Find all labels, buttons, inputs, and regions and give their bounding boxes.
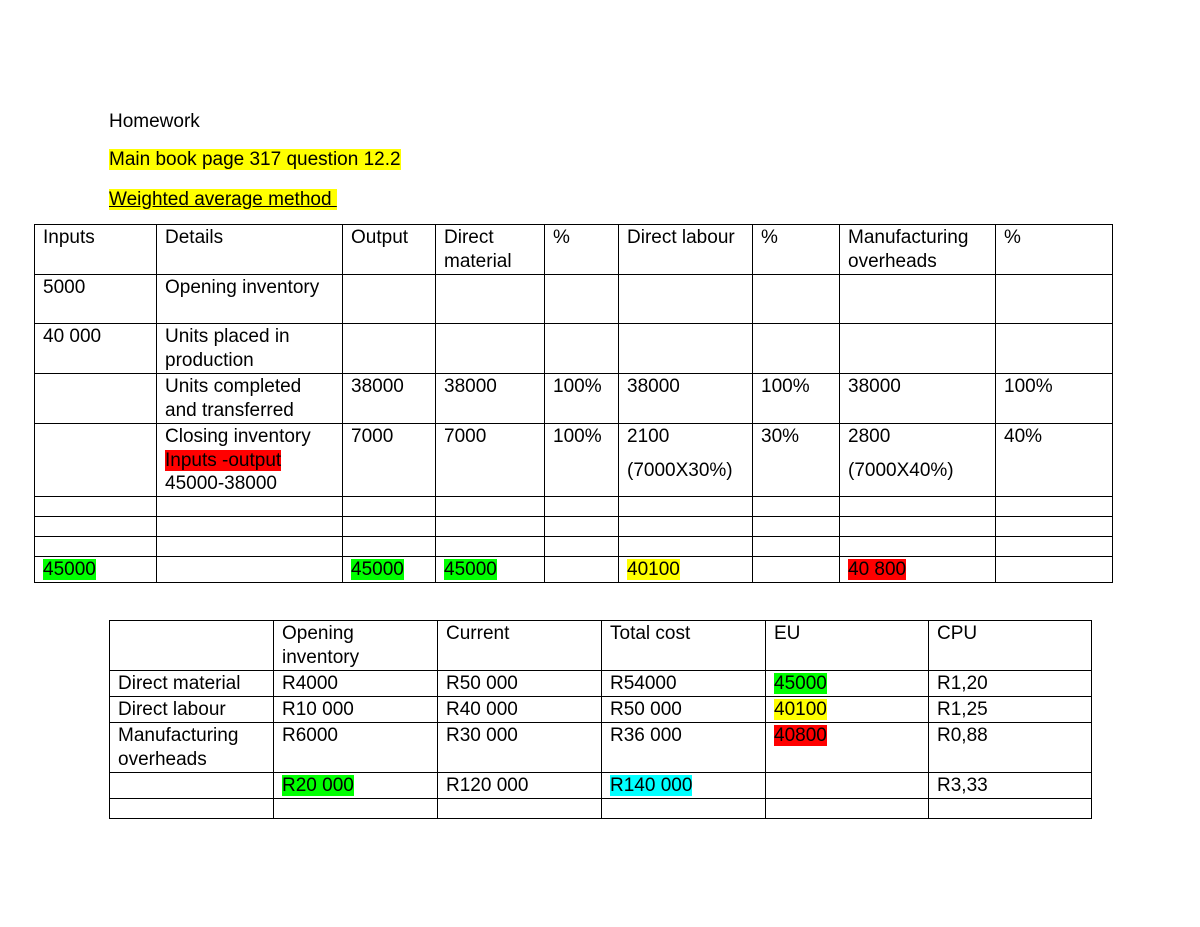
closing-inventory-label: Closing inventory <box>165 426 311 447</box>
book-reference: Main book page 317 question 12.2 <box>109 149 401 170</box>
table-header-row <box>35 225 1113 275</box>
cell-output <box>343 275 436 324</box>
total-cpu: R3,33 <box>929 773 1092 799</box>
table-row <box>35 275 1113 324</box>
col-header: Inputs <box>35 225 157 275</box>
cost-per-unit-table <box>109 620 1092 819</box>
cell-dm-pct <box>545 324 619 374</box>
cell-total: R36 000 <box>602 723 766 773</box>
moh-value: 2800 <box>848 426 891 447</box>
cell-current: R40 000 <box>438 697 602 723</box>
cell-dm-pct: 100% <box>545 374 619 424</box>
moh-calc: (7000X40%) <box>848 460 954 481</box>
cell-total: R54000 <box>602 671 766 697</box>
cell-dl-pct: 30% <box>753 424 840 497</box>
table-row <box>110 697 1092 723</box>
cell-dl <box>619 275 753 324</box>
cell-inputs <box>35 424 157 497</box>
empty-row <box>35 497 1113 517</box>
col-header: Direct material <box>436 225 545 275</box>
cell-inputs <box>35 374 157 424</box>
col-header: % <box>753 225 840 275</box>
cell-current: R50 000 <box>438 671 602 697</box>
cell-moh-pct <box>996 324 1113 374</box>
cell-dl-pct <box>753 324 840 374</box>
dl-value: 2100 <box>627 426 670 447</box>
empty-row <box>35 537 1113 557</box>
cell-dl-pct: 100% <box>753 374 840 424</box>
cell-moh-pct <box>996 275 1113 324</box>
table-row <box>110 671 1092 697</box>
cell-cpu: R1,20 <box>929 671 1092 697</box>
cell-moh <box>840 275 996 324</box>
cell-dl: 38000 <box>619 374 753 424</box>
row-label: Direct material <box>110 671 274 697</box>
equivalent-units-table <box>34 224 1113 583</box>
cell-dm <box>436 324 545 374</box>
total-output: 45000 <box>343 557 436 583</box>
cell-moh-pct: 40% <box>996 424 1113 497</box>
cell-eu: 40100 <box>766 697 929 723</box>
cell-dl-pct <box>753 275 840 324</box>
table-header-row <box>110 621 1092 671</box>
total-opening: R20 000 <box>274 773 438 799</box>
cell-output <box>343 324 436 374</box>
col-header: % <box>996 225 1113 275</box>
page-title: Homework <box>109 111 200 132</box>
cell-opening: R10 000 <box>274 697 438 723</box>
total-inputs: 45000 <box>35 557 157 583</box>
total-moh: 40 800 <box>840 557 996 583</box>
cell-opening: R4000 <box>274 671 438 697</box>
dl-calc: (7000X30%) <box>627 460 733 481</box>
col-header: % <box>545 225 619 275</box>
cell-dm: 7000 <box>436 424 545 497</box>
total-dl: 40100 <box>619 557 753 583</box>
row-label: Manufacturing overheads <box>110 723 274 773</box>
cell-moh: 38000 <box>840 374 996 424</box>
col-header: Manufacturing overheads <box>840 225 996 275</box>
cell-details <box>157 424 343 497</box>
cell-inputs: 40 000 <box>35 324 157 374</box>
closing-inventory-calc: 45000-38000 <box>165 473 277 494</box>
col-header: CPU <box>929 621 1092 671</box>
cell-eu: 45000 <box>766 671 929 697</box>
cell-opening: R6000 <box>274 723 438 773</box>
table-row <box>35 374 1113 424</box>
cell-details: Units completed and transferred <box>157 374 343 424</box>
row-label: Direct labour <box>110 697 274 723</box>
cell-cpu: R1,25 <box>929 697 1092 723</box>
empty-row <box>35 517 1113 537</box>
cell-dm: 38000 <box>436 374 545 424</box>
cell-details: Units placed in production <box>157 324 343 374</box>
total-cost: R140 000 <box>602 773 766 799</box>
cell-dl <box>619 324 753 374</box>
table-row <box>110 723 1092 773</box>
col-header: Direct labour <box>619 225 753 275</box>
totals-row <box>110 773 1092 799</box>
table-row <box>35 424 1113 497</box>
method-heading: Weighted average method <box>109 189 337 211</box>
total-dm: 45000 <box>436 557 545 583</box>
col-header: EU <box>766 621 929 671</box>
cell-output: 7000 <box>343 424 436 497</box>
cell-total: R50 000 <box>602 697 766 723</box>
col-header: Details <box>157 225 343 275</box>
cell-output: 38000 <box>343 374 436 424</box>
cell-dl <box>619 424 753 497</box>
col-header: Output <box>343 225 436 275</box>
col-header: Current <box>438 621 602 671</box>
inputs-output-note: Inputs -output <box>165 450 282 471</box>
cell-moh <box>840 424 996 497</box>
cell-details: Opening inventory <box>157 275 343 324</box>
col-header: Total cost <box>602 621 766 671</box>
col-header: Opening inventory <box>274 621 438 671</box>
col-header <box>110 621 274 671</box>
table-row <box>35 324 1113 374</box>
cell-eu: 40800 <box>766 723 929 773</box>
totals-row <box>35 557 1113 583</box>
cell-moh-pct: 100% <box>996 374 1113 424</box>
cell-dm-pct <box>545 275 619 324</box>
empty-row <box>110 799 1092 819</box>
cell-cpu: R0,88 <box>929 723 1092 773</box>
cell-dm <box>436 275 545 324</box>
cell-current: R30 000 <box>438 723 602 773</box>
cell-moh <box>840 324 996 374</box>
cell-dm-pct: 100% <box>545 424 619 497</box>
cell-inputs: 5000 <box>35 275 157 324</box>
total-current: R120 000 <box>438 773 602 799</box>
